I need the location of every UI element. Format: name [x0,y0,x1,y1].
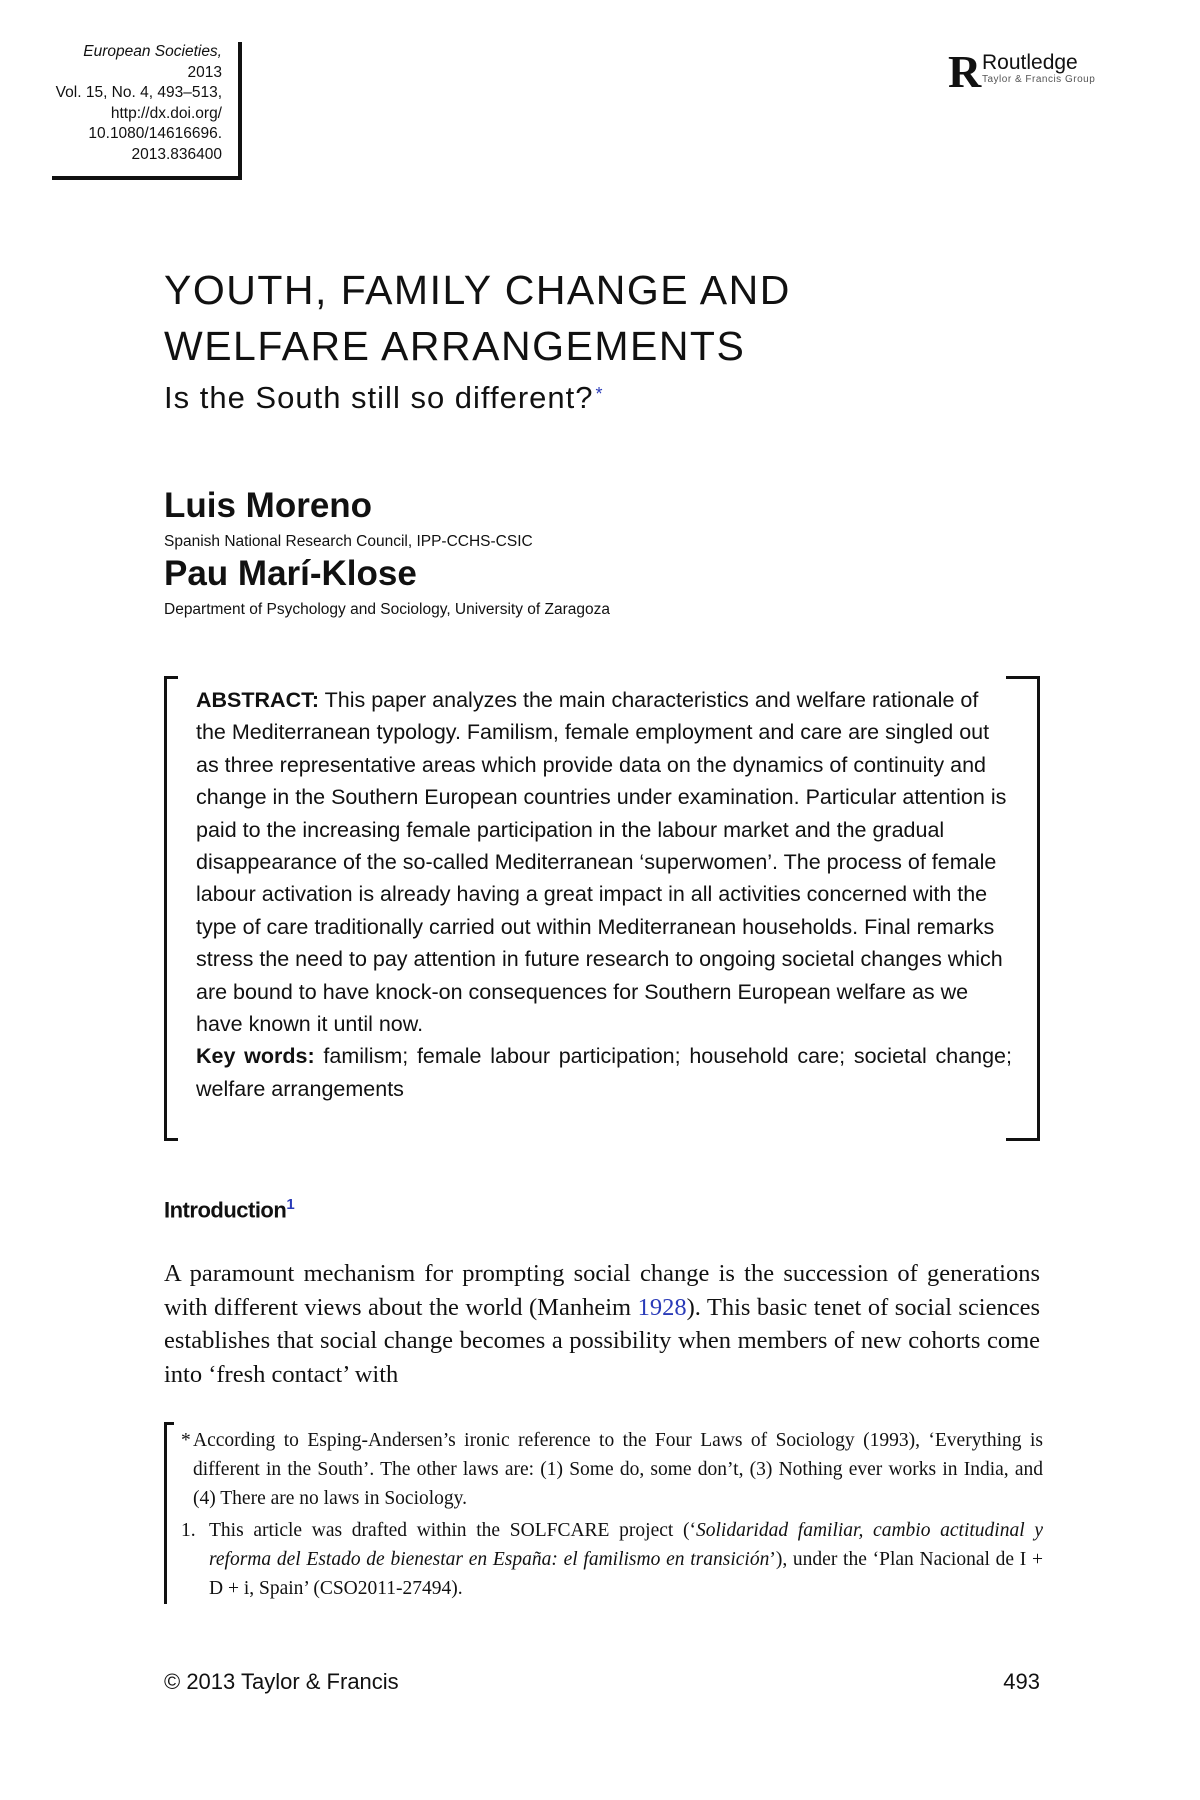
journal-doi-line[interactable]: 2013.836400 [131,145,222,163]
author-name: Luis Moreno [164,486,373,525]
section-heading [164,1190,294,1225]
body-text-start: A paramount mechanism for prompting social change is the succession of generations with different views about the world (Manheim [164,1260,1040,1321]
article-title-line: YOUTH, FAMILY CHANGE AND [164,267,791,313]
abstract-label: ABSTRACT: [196,688,320,712]
publisher-name: Routledge [982,51,1078,74]
abstract-text: This paper analyzes the main characteristics and welfare rationale of the Mediterranean typology. Familism, female employment and care are singled out as three representative areas which provide data on the dynamics of continuity and change in the Southern European countries under examination. Particular attention is paid to the increasing female participation in the labour market and the gradual disappearance of the so-called Mediterranean ‘superwomen’. The process of female labour activation is already having a great impact in all activities concerned with the type of care traditionally carried out within Mediterranean households. Final remarks stress the need to pay attention in future research to ongoing societal changes which are bound to have knock-on consequences for Southern European welfare as we have known it until now. [196,688,1007,1037]
body-text-end: ). This basic tenet of social sciences establishes that social change becomes a possibility when members of new cohorts come into ‘fresh contact’ with [164,1293,1040,1388]
footnote-rule [164,1422,174,1425]
keywords-text: familism; female labour participation; household care; societal change; welfare arrangements [196,1044,1012,1101]
journal-citation-box [52,42,242,180]
journal-year: 2013 [187,63,222,81]
page-number: 493 [1003,1669,1040,1694]
journal-volume-issue-pages: Vol. 15, No. 4, 493–513, [55,84,222,101]
footnote-marker: * [181,1430,191,1451]
subtitle-footnote-marker[interactable]: * [595,384,604,404]
keywords-label: Key words: [196,1044,315,1069]
author-affiliation: Spanish National Research Council, IPP-CCHS-CSIC [164,533,533,550]
abstract-left-bracket [164,676,178,1141]
publisher-logo [948,46,1096,97]
journal-doi-line[interactable]: 10.1080/14616696. [88,125,222,142]
body-paragraph [164,1257,1040,1391]
article-subtitle [164,378,1064,418]
article-title [164,262,1064,374]
routledge-r-icon: R [948,46,980,97]
journal-name: European Societies, [83,43,222,60]
footnote-text [181,1516,1043,1603]
footnote-text-part: ’), under the ‘Plan Nacional de I + D + i, Spain’ (CSO2011-27494). [209,1549,1043,1599]
publisher-subline: Taylor & Francis Group [982,74,1096,85]
footnote-one [181,1516,1043,1603]
abstract-content [196,684,1012,1105]
journal-doi-line[interactable]: http://dx.doi.org/ [110,104,222,122]
author-name: Pau Marí-Klose [164,554,417,593]
article-title-line: WELFARE ARRANGEMENTS [164,323,746,369]
abstract-paragraph [196,684,1012,1040]
footnote-marker: 1. [181,1520,196,1541]
footnote-star [181,1426,1043,1513]
keywords-paragraph [196,1040,1012,1105]
abstract-box [164,676,1040,1141]
footnotes [164,1422,1047,1604]
article-subtitle-text: Is the South still so different? [164,380,594,415]
footnote-project-title: Solidaridad familiar, cambio actitudinal y reforma del Estado de bienestar en España: el familismo en transición [209,1520,1043,1570]
citation-link[interactable]: 1928 [637,1293,687,1321]
section-footnote-marker[interactable]: 1 [286,1196,295,1213]
copyright-notice: © 2013 Taylor & Francis [164,1669,399,1694]
footnote-text-part: This article was drafted within the SOLFCARE project (‘ [209,1520,696,1541]
footnote-text: According to Esping-Andersen’s ironic reference to the Four Laws of Sociology (1993), ‘Everything is different in the South’. The other laws are: (1) Some do, some don’t, (3) Nothing ever works in India, and (4) There are no laws in Sociology. [193,1430,1043,1509]
author-affiliation: Department of Psychology and Sociology, University of Zaragoza [164,601,610,618]
section-heading-text: Introduction [164,1197,287,1223]
